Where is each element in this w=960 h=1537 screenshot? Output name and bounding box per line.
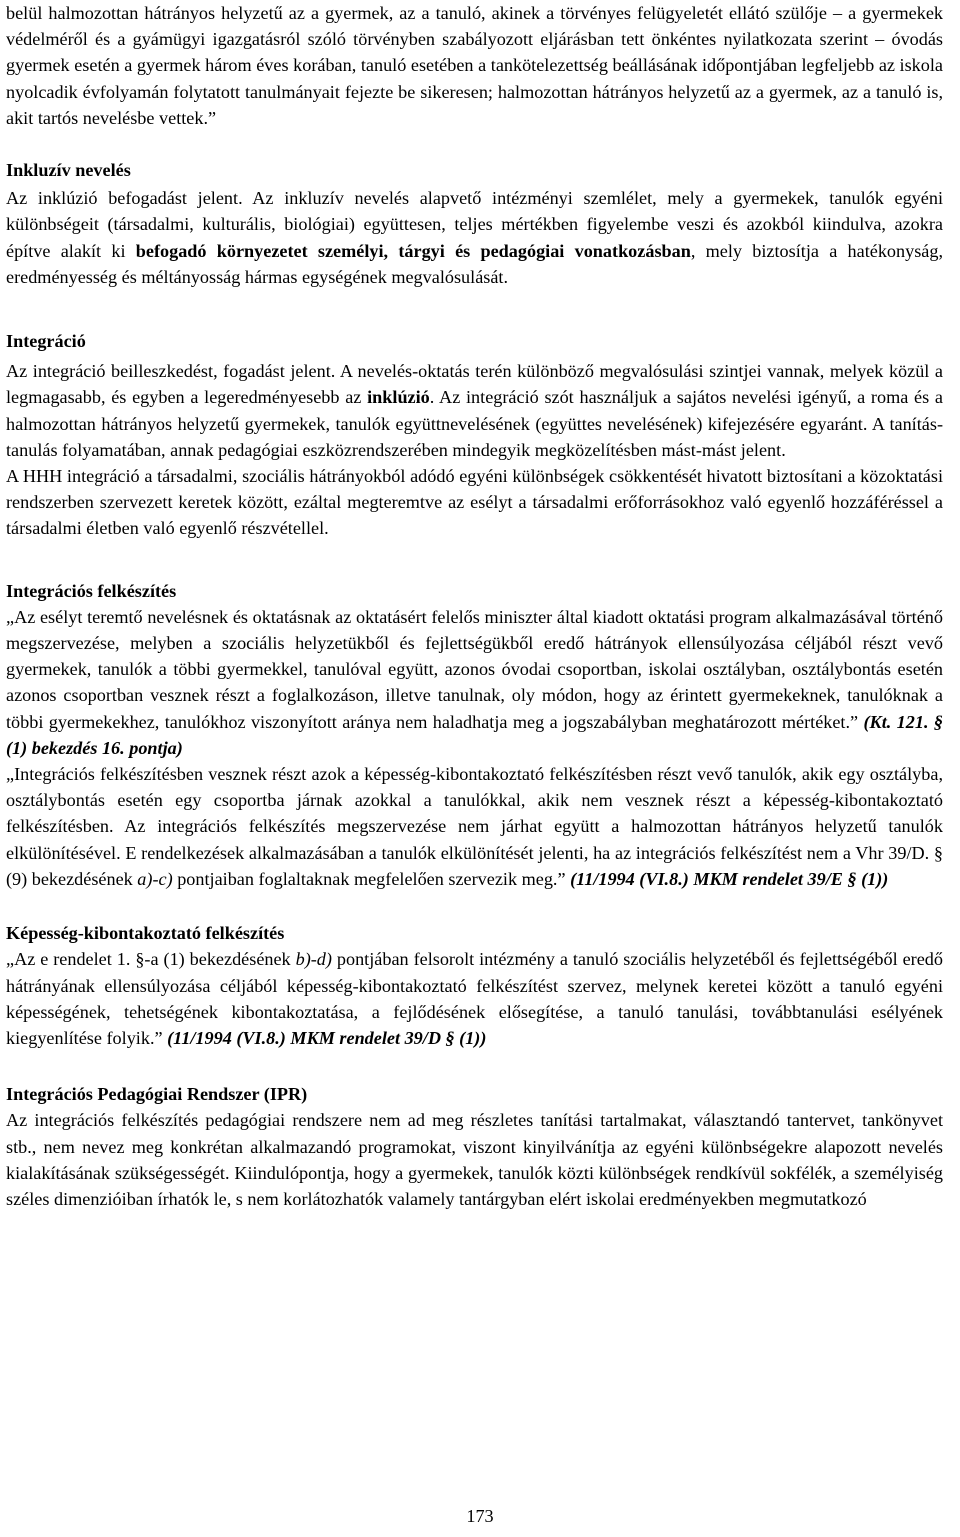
felkeszites-quote-2-italic: a)-c) <box>137 868 173 889</box>
felkeszites-reference-1: (Kt. 121. § (1) bekezdés 16. pontja) <box>6 711 943 758</box>
document-page <box>6 0 943 1212</box>
spacer <box>6 892 943 920</box>
spacer <box>6 542 943 578</box>
kepesseg-quote-end: pontjában felsorolt intézmény a tanuló szociális helyzetéből és fejlettségéből eredő hátrányának ellensúlyozása céljából képesség-kibontakoztató felkészítést szervez, melynek keretei között a tanuló egyéni képességének, tehetségének kibontakoztatása, a fejlődésének elősegítése, a tanuló tanulási, továbbtanulási esélyének kiegyenlítése folyik.” <box>6 949 943 1048</box>
felkeszites-quote-2-text: „Integrációs felkészítésben vesznek részt azok a képesség-kibontakoztató felkészítésben részt vevő tanulók, akik egy osztályba, osztálybontás esetén egy csoportba járnak azokkal a tanulókkal, akik nem vesznek részt a képesség-kibontakoztató felkészítésben. Az integrációs felkészítés megszervezése nem járhat együtt a halmozottan hátrányos helyzetű tanulók elkülönítésével. E rendelkezések alkalmazásában a tanulók elkülönítését jelenti, ha az integrációs felkészítést nem a Vhr 39/D. § (9) bekezdésének <box>6 764 943 889</box>
felkeszites-quote-1-text: „Az esélyt teremtő nevelésnek és oktatásnak az oktatásért felelős miniszter által kiadott oktatási program alkalmazásával történő megszervezése, melyben a szociális helyzetükből és fejlettségükből eredő hátrányok ellensúlyozása céljából részt vevő gyermekek, tanulók a többi gyermekkel, tanulóval együtt, azonos óvodai csoportban, iskolai osztályban, osztálybontás esetén azonos csoportban vesznek részt a foglalkozáson, illetve tanulnak, oly módon, hogy az érintett gyermekeknek, tanulóknak a többi gyermekekhez, tanulókhoz viszonyított aránya nem haladhatja meg a jogszabályban meghatározott mértéket.” <box>6 606 943 732</box>
intro-paragraph <box>6 0 943 131</box>
inkluziv-paragraph <box>6 185 943 290</box>
integracio-bold-text: inklúzió <box>367 387 430 408</box>
integracio-paragraph-2 <box>6 463 943 542</box>
felkeszites-quote-2 <box>6 761 943 892</box>
intro-text: belül halmozottan hátrányos helyzetű az a gyermek, az a tanuló, akinek a törvényes felügyeletét ellátó szülője – a gyermekek védelméről és a gyámügyi igazgatásról szóló törvényben szabályozott eljárásban tett önkéntes nyilatkozata szerint – óvodás gyermek esetén a gyermek három éves korában, tanuló esetében a tankötelezettség beállásának időpontjában legfeljebb az iskola nyolcadik évfolyamán folytatott tanulmányait fejezte be sikeresen; halmozottan hátrányos helyzetű az a gyermek, az a tanuló is, akit tartós nevelésbe vettek.” <box>6 3 943 128</box>
heading-ipr: Integrációs Pedagógiai Rendszer (IPR) <box>6 1084 308 1105</box>
spacer <box>6 131 943 157</box>
heading-inkluziv-neveles: Inkluzív nevelés <box>6 160 131 181</box>
page-number: 173 <box>466 1506 494 1526</box>
ipr-text: Az integrációs felkészítés pedagógiai rendszere nem ad meg részletes tanítási tartalmakat, választandó tantervet, tankönyvet stb., nem nevez meg konkrétan alkalmazandó programokat, viszont kinyilvánítja az egyéni különbségekre alapozott nevelés kialakításának szükségességét. Kiindulópontja, hogy a gyermekek, tanulók közti különbségek rendkívül sokfélék, a személyiség széles dimenzióiban írhatók le, s nem korlátozhatók valamely tantárgyban elért iskolai eredményekben megmutatkozó <box>6 1110 943 1209</box>
heading-kepesseg-kibontakoztato: Képesség-kibontakoztató felkészítés <box>6 923 285 944</box>
heading-integracio: Integráció <box>6 331 86 352</box>
inkluziv-text-1: Az inklúzió befogadást jelent. Az inkluzív nevelés alapvető intézményi szemlélet, mely a gyermekek, tanulók egyéni különbségeit (társadalmi, kulturális, biológiai) együttesen, teljes mértékben figyelembe veszi és azokból kiindulva, azokra építve alakít ki <box>6 188 943 261</box>
spacer <box>6 1051 943 1081</box>
inkluziv-bold-text: befogadó környezetet személyi, tárgyi és pedagógiai vonatkozásban <box>135 240 691 261</box>
kepesseg-reference: (11/1994 (VI.8.) MKM rendelet 39/D § (1)) <box>167 1027 487 1048</box>
heading-integracios-felkeszites: Integrációs felkészítés <box>6 580 177 601</box>
felkeszites-reference-2: (11/1994 (VI.8.) MKM rendelet 39/E § (1)) <box>570 868 889 889</box>
inkluziv-text-2: , mely biztosítja a hatékonyság, eredményesség és méltányosság hármas egységének megvalósulását. <box>6 240 944 287</box>
kepesseg-quote <box>6 946 943 1051</box>
spacer <box>6 290 943 328</box>
integracio-text-2: . Az integráció szót használjuk a sajátos nevelési igényű, a roma és a halmozottan hátrányos helyzetű gyermekek, tanulók együttnevelésének (együttes nevelésének) kifejezésére egyaránt. A tanítás-tanulás folyamatában, annak pedagógiai eszközrendszerében mindegyik megközelítésben mást-mást jelent. <box>6 387 943 460</box>
integracio-text-1: Az integráció beilleszkedést, fogadást jelent. A nevelés-oktatás terén különböző megvalósulási szintjei vannak, melyek közül a legmagasabb, és egyben a legeredményesebb az <box>6 361 943 408</box>
felkeszites-quote-1 <box>6 604 943 761</box>
kepesseg-quote-italic: b)-d) <box>295 949 332 970</box>
felkeszites-quote-2-end: pontjaiban foglaltaknak megfelelően szervezik meg.” <box>172 868 571 889</box>
integracio-text-3: A HHH integráció a társadalmi, szociális hátrányokból adódó egyéni különbségek csökkentését hivatott biztosítani a közoktatási rendszerben szervezett keretek között, ezáltal megteremtve az esélyt a társadalmi erőforrásokhoz való egyenlő hozzáféréssel a társadalmi életben való egyenlő részvétellel. <box>6 466 943 539</box>
integracio-paragraph-1 <box>6 358 943 463</box>
ipr-paragraph <box>6 1107 943 1212</box>
kepesseg-quote-text: „Az e rendelet 1. §-a (1) bekezdésének <box>6 949 296 970</box>
